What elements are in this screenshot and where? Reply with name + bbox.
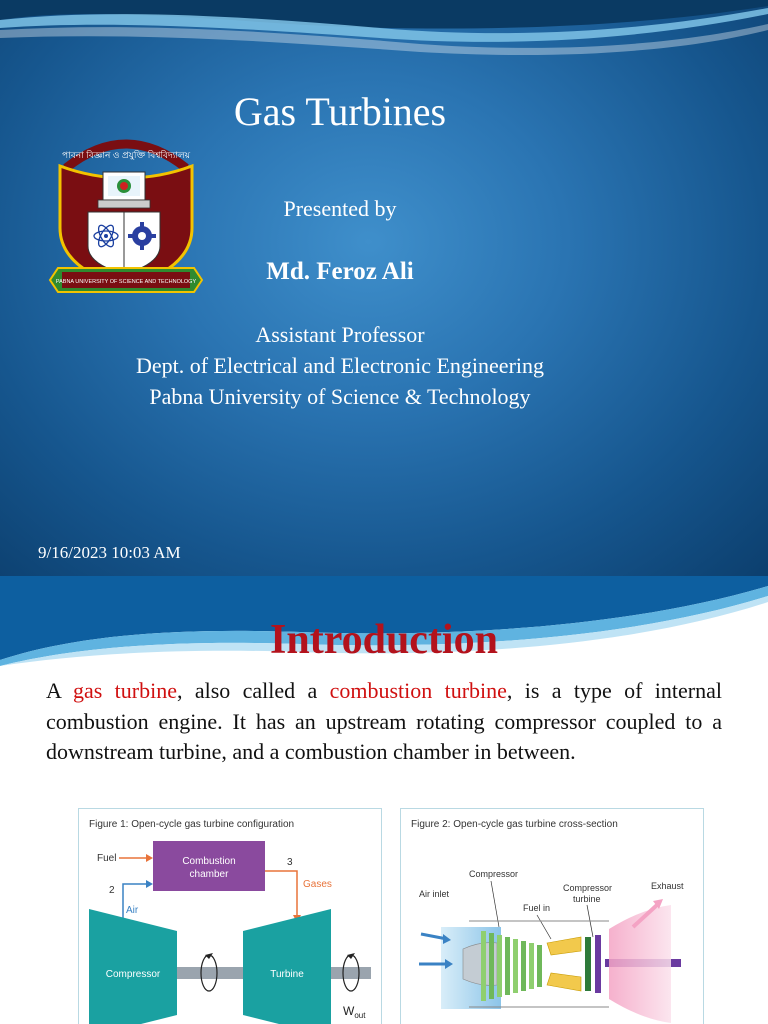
introduction-slide [0, 576, 768, 1024]
air-label: Air [126, 905, 139, 916]
top-wave-decoration [0, 0, 768, 60]
presenter-position: Assistant Professor [255, 322, 425, 347]
presented-by-label: Presented by [283, 196, 397, 221]
para-part2: , also called a [177, 678, 330, 703]
crest-banner-text: PABNA UNIVERSITY OF SCIENCE AND TECHNOLOGY [55, 279, 197, 285]
turbine-label: Turbine [270, 969, 304, 980]
fuel-label: Fuel [97, 853, 117, 864]
cs-air-inlet-label: Air inlet [419, 889, 450, 899]
slide-title: Gas Turbines [233, 89, 447, 134]
introduction-paragraph [46, 676, 722, 768]
presenter-department: Dept. of Electrical and Electronic Engineering [135, 353, 545, 378]
presenter-university: Pabna University of Science & Technology [149, 384, 531, 409]
cs-exhaust-label: Exhaust [651, 881, 684, 891]
term-combustion-turbine: combustion turbine [329, 678, 507, 703]
compressor-label: Compressor [105, 969, 161, 980]
compressor-stages [481, 931, 542, 1001]
figure2-caption: Figure 2: Open-cycle gas turbine cross-section [411, 819, 618, 830]
presenter-name: Md. Feroz Ali [266, 258, 414, 285]
introduction-heading: Introduction [270, 617, 498, 663]
chamber-label-line2: chamber [189, 869, 229, 880]
work-out-label: $W_{out}$ [343, 1004, 366, 1020]
gases-label: Gases [303, 879, 332, 890]
cs-compressor-label: Compressor [469, 869, 519, 879]
chamber-label-line1: Combustion [182, 856, 236, 867]
figure1-caption: Figure 1: Open-cycle gas turbine configuration [89, 819, 295, 830]
point-3-label: 3 [287, 857, 293, 868]
crest-arc-text: পাবনা বিজ্ঞান ও প্রযুক্তি বিশ্ববিদ্যালয় [62, 150, 190, 160]
para-part3: , is a type of internal combustion engine. It has an upstream rotating compressor coupled to a downstream turbine, and a combustion chamber in between. [46, 678, 722, 764]
point-2-label: 2 [109, 885, 115, 896]
figure-open-cycle-configuration [78, 808, 382, 1024]
slide-date-time: 9/16/2023 10:03 AM [38, 543, 181, 562]
para-part1: A [46, 678, 74, 703]
term-gas-turbine: gas turbine [73, 678, 177, 703]
cs-fuel-in-label: Fuel in [523, 903, 551, 913]
cs-compressor-turbine-line1: Compressor [563, 883, 613, 893]
cs-compressor-turbine-line2: turbine [573, 894, 601, 904]
figure-cross-section [400, 808, 704, 1024]
